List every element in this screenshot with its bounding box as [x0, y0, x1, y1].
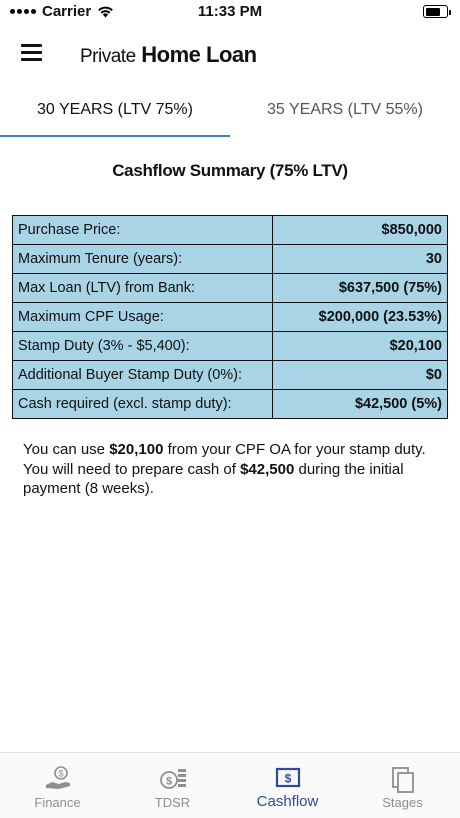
page-title-light: Private — [80, 46, 136, 67]
finance-icon — [43, 765, 73, 793]
tab-35-years[interactable]: 35 YEARS (LTV 55%) — [267, 101, 423, 118]
bottom-tab-bar — [0, 752, 460, 818]
table-row — [13, 274, 448, 303]
page-title-bold: Home Loan — [141, 42, 257, 67]
tabbar-label: Finance — [34, 795, 81, 810]
table-row — [13, 245, 448, 274]
active-tab-indicator — [0, 135, 230, 137]
navigation-bar — [0, 36, 460, 76]
row-label: Additional Buyer Stamp Duty (0%): — [13, 361, 273, 390]
table-row — [13, 303, 448, 332]
status-time: 11:33 PM — [197, 3, 263, 20]
row-value: $0 — [273, 361, 448, 390]
tabbar-label: Cashflow — [256, 793, 319, 810]
table-row — [13, 332, 448, 361]
hamburger-menu-icon[interactable] — [21, 44, 43, 62]
note-text: during the initial payment (8 weeks). — [23, 460, 404, 497]
cashflow-icon — [273, 765, 303, 793]
row-value: $637,500 (75%) — [273, 274, 448, 303]
tabbar-label: Stages — [382, 795, 423, 810]
row-value: $20,100 — [273, 332, 448, 361]
note-text: from your CPF OA for your stamp duty. You will need to prepare cash of — [23, 441, 426, 478]
note-text: You can use — [23, 441, 110, 458]
row-label: Cash required (excl. stamp duty): — [13, 390, 273, 419]
status-bar — [0, 0, 460, 24]
cashflow-summary-table — [12, 215, 448, 419]
tabbar-item-tdsr[interactable] — [115, 753, 230, 818]
row-label: Max Loan (LTV) from Bank: — [13, 274, 273, 303]
svg-text:$: $ — [165, 775, 172, 788]
tabbar-item-finance[interactable] — [0, 753, 115, 818]
note-cpf-amount: $20,100 — [109, 441, 164, 458]
table-row — [13, 216, 448, 245]
tabbar-label: TDSR — [154, 795, 191, 810]
row-value: $850,000 — [273, 216, 448, 245]
page-title — [80, 42, 257, 68]
row-value: $200,000 (23.53%) — [273, 303, 448, 332]
row-label: Maximum Tenure (years): — [13, 245, 273, 274]
row-value: $42,500 (5%) — [273, 390, 448, 419]
row-label: Stamp Duty (3% - $5,400): — [13, 332, 273, 361]
row-value: 30 — [273, 245, 448, 274]
battery-icon — [423, 5, 448, 18]
row-label: Maximum CPF Usage: — [13, 303, 273, 332]
tenure-tabs — [0, 88, 460, 138]
svg-text:$: $ — [284, 771, 291, 786]
svg-text:$: $ — [57, 768, 64, 779]
tab-30-years[interactable]: 30 YEARS (LTV 75%) — [37, 101, 193, 118]
stages-icon — [388, 765, 418, 795]
carrier-label: Carrier — [42, 3, 92, 20]
tabbar-item-cashflow[interactable] — [230, 753, 345, 818]
note-cash-amount: $42,500 — [240, 460, 295, 478]
summary-title: Cashflow Summary (75% LTV) — [112, 161, 348, 180]
tdsr-icon — [158, 765, 188, 793]
table-row — [13, 361, 448, 390]
cashflow-note — [23, 440, 443, 499]
row-label: Purchase Price: — [13, 216, 273, 245]
tabbar-item-stages[interactable] — [345, 753, 460, 818]
table-row — [13, 390, 448, 419]
